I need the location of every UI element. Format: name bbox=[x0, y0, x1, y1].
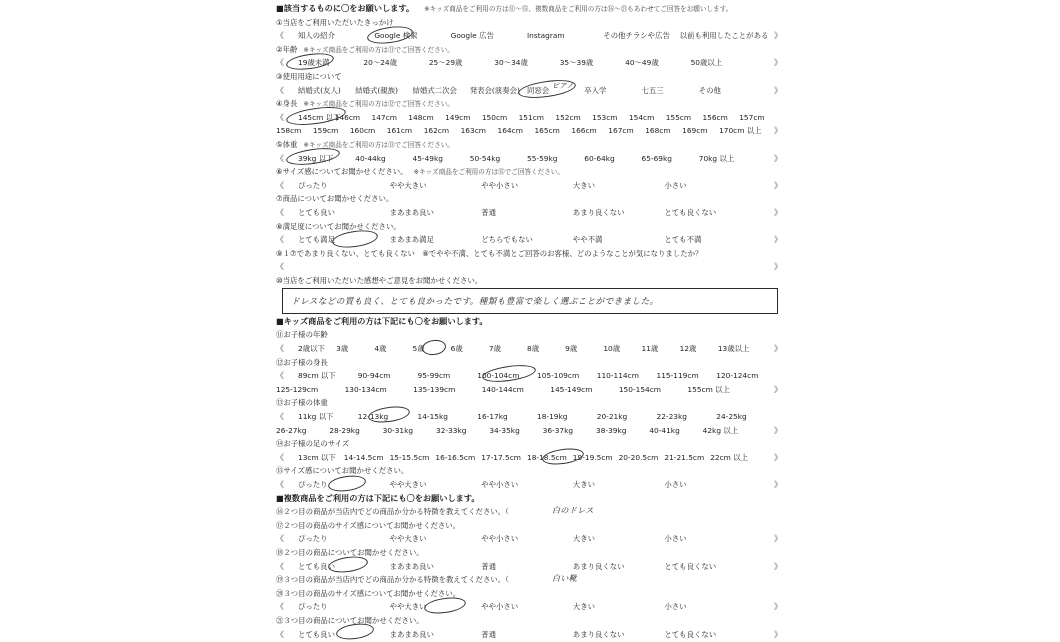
answer-option[interactable]: まあまあ満足 bbox=[389, 235, 434, 245]
answer-option[interactable]: ぴったり bbox=[298, 602, 328, 612]
answer-option[interactable]: やや不満 bbox=[572, 235, 603, 245]
answer-option[interactable]: 18-19kg bbox=[537, 412, 568, 421]
answer-option[interactable]: 160cm bbox=[349, 126, 376, 136]
question-text: ⑧満足度についてお聞かせください。 bbox=[276, 221, 401, 231]
answer-option[interactable]: 結婚式(友人) bbox=[298, 85, 341, 95]
question-text: ③使用用途について bbox=[276, 72, 342, 81]
answer-option[interactable]: 14-15kg bbox=[417, 412, 448, 421]
question-text: ⑩当店をご利用いただいた感想やご意見をお聞かせください。 bbox=[276, 276, 483, 285]
bracket-close: 》 bbox=[774, 425, 782, 435]
answer-option[interactable]: 153cm bbox=[592, 112, 618, 122]
bracket-close: 》 bbox=[774, 58, 782, 68]
question-text: ⑪お子様の年齢 bbox=[276, 330, 328, 340]
answer-option[interactable]: とても良くない bbox=[664, 208, 717, 217]
bracket-close: 》 bbox=[774, 126, 782, 136]
question bbox=[276, 165, 796, 178]
answer-option[interactable]: 大きい bbox=[572, 534, 595, 544]
answer-option[interactable]: 30-31kg bbox=[382, 425, 414, 435]
answer-option[interactable]: 35～39歳 bbox=[559, 58, 594, 68]
option-row bbox=[276, 383, 796, 396]
answer-option[interactable]: 70kg 以上 bbox=[698, 153, 735, 163]
option-row bbox=[276, 600, 796, 613]
question bbox=[276, 437, 796, 450]
answer-option[interactable]: 146cm bbox=[334, 112, 361, 122]
answer-option[interactable]: 105-109cm bbox=[537, 371, 580, 381]
answer-option[interactable]: 60-64kg bbox=[584, 153, 615, 163]
option-row bbox=[276, 369, 796, 382]
answer-option[interactable]: 140-144cm bbox=[481, 384, 524, 394]
bracket-open: 《 bbox=[276, 153, 284, 163]
section-heading bbox=[276, 2, 796, 15]
question-text: ⑮サイズ感についてお聞かせください。 bbox=[276, 466, 409, 476]
question-text: ⑦商品についてお聞かせください。 bbox=[276, 194, 394, 204]
answer-option[interactable]: 小さい bbox=[664, 602, 687, 612]
bracket-close: 》 bbox=[774, 208, 782, 217]
answer-option[interactable]: 45-49kg bbox=[412, 153, 443, 163]
answer-option[interactable]: 11kg 以下 bbox=[298, 412, 334, 421]
item2-handwriting: 白のドレス bbox=[552, 506, 594, 515]
question-note: ※キッズ商品をご利用の方は⑬でご回答ください。 bbox=[303, 141, 454, 149]
answer-option[interactable]: 166cm bbox=[571, 126, 597, 136]
answer-option[interactable]: 65-69kg bbox=[641, 153, 672, 163]
bracket-open: 《 bbox=[276, 371, 284, 381]
option-row bbox=[276, 342, 796, 355]
answer-option[interactable]: 38-39kg bbox=[596, 425, 627, 435]
answer-option[interactable]: 90-94cm bbox=[357, 371, 391, 381]
option-row bbox=[276, 532, 796, 545]
option-row bbox=[276, 124, 796, 137]
bracket-open: 《 bbox=[276, 262, 284, 272]
option-row bbox=[276, 179, 796, 192]
bracket-close: 》 bbox=[774, 452, 782, 462]
section-heading-text: ■複数商品をご利用の方は下記にも〇をお願いします。 bbox=[276, 492, 480, 503]
question bbox=[276, 587, 796, 600]
answer-option[interactable]: 161cm bbox=[386, 126, 413, 136]
answer-option[interactable]: 34-35kg bbox=[489, 425, 520, 435]
answer-option[interactable]: 165cm bbox=[534, 126, 560, 136]
bracket-open: 《 bbox=[276, 180, 284, 190]
answer-option[interactable]: 100-104cm bbox=[477, 371, 520, 381]
answer-option[interactable]: 11歳 bbox=[641, 344, 659, 353]
question bbox=[276, 16, 796, 29]
option-row bbox=[276, 206, 796, 219]
answer-option[interactable]: とても不満 bbox=[664, 235, 702, 245]
bracket-open: 《 bbox=[276, 344, 284, 353]
answer-option[interactable]: 大きい bbox=[572, 480, 595, 489]
answer-option[interactable]: 卒入学 bbox=[584, 85, 607, 95]
question-note: ※キッズ商品をご利用の方は⑪～⑮、複数商品をご利用の方は⑯～㉑もあわせてご回答をお願いします。 bbox=[424, 5, 733, 13]
answer-option[interactable]: 8歳 bbox=[527, 344, 540, 353]
answer-option[interactable]: 163cm bbox=[460, 126, 486, 136]
bracket-close: 》 bbox=[774, 153, 782, 163]
option-row bbox=[276, 424, 796, 437]
bracket-close: 》 bbox=[774, 534, 782, 544]
answer-option[interactable]: 170cm 以上 bbox=[719, 126, 762, 136]
section-heading bbox=[276, 492, 796, 505]
answer-option[interactable]: 154cm bbox=[628, 112, 655, 122]
answer-option[interactable]: その他チラシや広告 bbox=[603, 31, 670, 41]
option-row bbox=[276, 451, 796, 464]
answer-option[interactable]: 七五三 bbox=[641, 85, 664, 95]
answer-option[interactable]: 156cm bbox=[702, 112, 728, 122]
option-row bbox=[276, 152, 796, 165]
answer-option[interactable]: 125-129cm bbox=[276, 384, 319, 394]
answer-option[interactable]: 155cm bbox=[665, 112, 692, 122]
answer-option[interactable]: 6歳 bbox=[450, 344, 463, 353]
answer-option[interactable]: 22cm 以上 bbox=[710, 452, 748, 462]
answer-option[interactable]: 14-14.5cm bbox=[343, 452, 384, 462]
answer-option[interactable]: 115-119cm bbox=[656, 371, 699, 381]
spacer bbox=[276, 301, 796, 314]
answer-option[interactable]: とても良い bbox=[298, 629, 335, 639]
answer-option[interactable]: 大きい bbox=[572, 180, 595, 190]
answer-option[interactable]: 17-17.5cm bbox=[481, 452, 521, 462]
answer-option[interactable]: とても良い bbox=[298, 208, 335, 217]
answer-option[interactable]: 10歳 bbox=[603, 344, 621, 353]
answer-option[interactable]: 149cm bbox=[445, 112, 471, 122]
bracket-close: 》 bbox=[774, 629, 782, 639]
bracket-close: 》 bbox=[774, 480, 782, 489]
question-note: ※キッズ商品をご利用の方は⑫でご回答ください。 bbox=[303, 100, 454, 109]
bracket-close: 》 bbox=[774, 344, 782, 353]
answer-option[interactable]: やや大きい bbox=[389, 180, 427, 190]
section-heading bbox=[276, 315, 796, 328]
bracket-open: 《 bbox=[276, 31, 284, 41]
answer-option[interactable]: 2歳以下 bbox=[298, 344, 325, 353]
answer-option[interactable]: 以前も利用したことがある bbox=[679, 31, 769, 41]
answer-option[interactable]: 普通 bbox=[481, 208, 496, 217]
answer-option[interactable]: 普通 bbox=[481, 629, 496, 639]
question bbox=[276, 328, 796, 341]
question bbox=[276, 519, 796, 532]
question-text: ⑭お子様の足のサイズ bbox=[276, 439, 350, 449]
answer-option[interactable]: 36-37kg bbox=[542, 425, 574, 435]
answer-option[interactable]: とても良くない bbox=[664, 561, 717, 571]
bracket-open: 《 bbox=[276, 85, 284, 95]
answer-option[interactable]: まあまあ良い bbox=[389, 561, 434, 571]
answer-option[interactable]: 20～24歳 bbox=[363, 58, 398, 68]
spacer bbox=[276, 288, 796, 301]
question bbox=[276, 396, 796, 409]
answer-option[interactable]: 40～49歳 bbox=[625, 58, 659, 68]
question bbox=[276, 573, 796, 586]
answer-option[interactable]: 18-18.5cm bbox=[527, 452, 567, 462]
answer-option[interactable]: 28-29kg bbox=[329, 425, 360, 435]
answer-option[interactable]: 13cm 以下 bbox=[298, 452, 336, 462]
answer-option[interactable]: 12歳 bbox=[679, 344, 697, 353]
question-text: ⑱２つ目の商品についてお聞かせください。 bbox=[276, 548, 424, 557]
answer-option[interactable]: 158cm bbox=[276, 126, 302, 136]
answer-option[interactable]: 39kg 以下 bbox=[298, 153, 334, 163]
answer-option[interactable]: 55-59kg bbox=[527, 153, 558, 163]
annotation-handwriting: ピアノ bbox=[552, 82, 574, 90]
answer-option[interactable]: やや大きい bbox=[389, 602, 427, 612]
bracket-open: 《 bbox=[276, 452, 284, 462]
answer-option[interactable]: 89cm 以下 bbox=[298, 371, 336, 381]
answer-option[interactable]: 151cm bbox=[518, 112, 544, 122]
bracket-open: 《 bbox=[276, 629, 284, 639]
question bbox=[276, 274, 796, 287]
option-row bbox=[276, 111, 796, 124]
answer-option[interactable]: 24-25kg bbox=[716, 412, 747, 421]
answer-option[interactable]: 9歳 bbox=[565, 344, 578, 353]
answer-option[interactable]: とても満足 bbox=[298, 235, 335, 245]
bracket-close: 》 bbox=[774, 31, 782, 41]
question-text: ⑥サイズ感についてお聞かせください。 bbox=[276, 167, 408, 177]
answer-option[interactable]: 42kg 以上 bbox=[702, 425, 739, 435]
question-text: ②年齢 bbox=[276, 44, 298, 54]
question-note: ※キッズ商品をご利用の方は⑮でご回答ください。 bbox=[413, 168, 564, 177]
answer-option[interactable]: 157cm bbox=[739, 112, 765, 122]
answer-option[interactable]: まあまあ良い bbox=[389, 208, 434, 217]
answer-option[interactable]: やや小さい bbox=[481, 480, 519, 489]
answer-option[interactable]: 20-21kg bbox=[596, 412, 628, 421]
answer-option[interactable]: 152cm bbox=[555, 112, 581, 122]
answer-option[interactable]: 50-54kg bbox=[469, 153, 501, 163]
answer-option[interactable]: 147cm bbox=[371, 112, 397, 122]
bracket-close: 》 bbox=[774, 235, 782, 245]
bracket-open: 《 bbox=[276, 480, 284, 489]
bracket-close: 》 bbox=[774, 85, 782, 95]
question-text: ㉑３つ目の商品についてお聞かせください。 bbox=[276, 616, 424, 625]
answer-option[interactable]: 16-16.5cm bbox=[435, 452, 476, 462]
bracket-open: 《 bbox=[276, 208, 284, 217]
answer-option[interactable]: やや大きい bbox=[389, 480, 427, 489]
answer-option[interactable]: 164cm bbox=[497, 126, 523, 136]
answer-option[interactable]: 結婚式(親族) bbox=[355, 85, 398, 95]
option-row bbox=[276, 410, 796, 423]
answer-option[interactable]: ぴったり bbox=[298, 534, 328, 544]
answer-option[interactable]: その他 bbox=[698, 85, 721, 95]
answer-option[interactable]: 5歳 bbox=[412, 344, 425, 353]
answer-option[interactable]: 168cm bbox=[645, 126, 671, 136]
question bbox=[276, 247, 796, 260]
answer-option[interactable]: Google 広告 bbox=[450, 31, 494, 41]
answer-option[interactable]: まあまあ良い bbox=[389, 629, 434, 639]
question-text: ⑳３つ目の商品のサイズ感についてお聞かせください。 bbox=[276, 588, 461, 598]
section-heading-text: ■キッズ商品をご利用の方は下記にも〇をお願いします。 bbox=[276, 315, 488, 326]
section-heading-text: ■該当するものに〇をお願いします。 bbox=[276, 3, 415, 13]
question bbox=[276, 356, 796, 369]
bracket-open: 《 bbox=[276, 412, 284, 421]
answer-option[interactable]: 12-13kg bbox=[357, 412, 389, 421]
question-text: ⑬お子様の体重 bbox=[276, 398, 328, 408]
answer-option[interactable]: 20-20.5cm bbox=[618, 452, 659, 462]
answer-option[interactable]: やや小さい bbox=[481, 534, 519, 544]
answer-option[interactable]: 40-41kg bbox=[649, 425, 680, 435]
bracket-close: 》 bbox=[774, 262, 782, 272]
question-text: ⑲３つ目の商品が当店内でどの商品か分かる特徴を教えてください。（ bbox=[276, 575, 509, 585]
answer-option[interactable]: 3歳 bbox=[336, 344, 349, 353]
answer-option[interactable]: 110-114cm bbox=[596, 371, 639, 381]
answer-option[interactable]: 7歳 bbox=[488, 344, 501, 353]
answer-option[interactable]: 小さい bbox=[664, 480, 687, 489]
bracket-open: 《 bbox=[276, 58, 284, 68]
question-text: ⑨１⑦であまり良くない、とても良くない ⑧でやや不満、とても不満とご回答のお客様、どのようなことが気になりましたか？ bbox=[276, 248, 703, 258]
answer-option[interactable]: 19-19.5cm bbox=[572, 452, 613, 462]
survey-sheet bbox=[276, 2, 796, 638]
answer-option[interactable]: ぴったり bbox=[298, 180, 328, 190]
answer-option[interactable]: 120-124cm bbox=[716, 371, 759, 381]
answer-option[interactable]: 21-21.5cm bbox=[664, 452, 705, 462]
answer-option[interactable]: とても良くない bbox=[664, 629, 717, 639]
answer-option[interactable]: 145-149cm bbox=[550, 384, 593, 394]
question-text: ⑫お子様の身長 bbox=[276, 357, 328, 367]
answer-option[interactable]: あまり良くない bbox=[572, 561, 625, 571]
answer-option[interactable]: 大きい bbox=[572, 602, 595, 612]
answer-option[interactable]: 155cm 以上 bbox=[687, 384, 730, 394]
answer-option[interactable]: あまり良くない bbox=[572, 208, 625, 217]
answer-option[interactable]: 16-17kg bbox=[477, 412, 508, 421]
answer-option[interactable]: 162cm bbox=[423, 126, 450, 136]
question-note: ※キッズ商品をご利用の方は⑪でご回答ください。 bbox=[303, 45, 454, 54]
answer-option[interactable]: 22-23kg bbox=[656, 412, 687, 421]
answer-option[interactable]: やや小さい bbox=[481, 180, 519, 190]
answer-option[interactable]: 148cm bbox=[408, 112, 434, 122]
question bbox=[276, 70, 796, 83]
feedback-handwriting: ドレスなどの質も良く、とても良かったです。種類も豊富で楽しく選ぶことができました。 bbox=[291, 297, 659, 307]
answer-option[interactable]: あまり良くない bbox=[572, 629, 625, 639]
answer-option[interactable]: Instagram bbox=[527, 31, 565, 41]
answer-option[interactable]: 159cm bbox=[312, 126, 339, 136]
bracket-close: 》 bbox=[774, 180, 782, 190]
item3-handwriting: 白い靴 bbox=[552, 574, 578, 583]
answer-option[interactable]: 130-134cm bbox=[344, 384, 387, 394]
answer-option[interactable]: 169cm bbox=[682, 126, 708, 136]
answer-option[interactable]: 同窓会 bbox=[527, 85, 550, 95]
answer-option[interactable]: 発表会(演奏会) bbox=[469, 85, 520, 95]
option-row bbox=[276, 56, 796, 69]
bracket-open: 《 bbox=[276, 235, 284, 245]
option-row bbox=[276, 260, 796, 273]
answer-option[interactable]: 95-99cm bbox=[417, 371, 451, 381]
bracket-open: 《 bbox=[276, 602, 284, 612]
question-text: ⑤体重 bbox=[276, 140, 298, 149]
question bbox=[276, 138, 796, 151]
question bbox=[276, 97, 796, 110]
bracket-close: 》 bbox=[774, 602, 782, 612]
bracket-close: 》 bbox=[774, 384, 782, 394]
answer-option[interactable]: どちらでもない bbox=[481, 235, 533, 245]
answer-option[interactable]: 15-15.5cm bbox=[389, 452, 430, 462]
answer-option[interactable]: 150cm bbox=[481, 112, 508, 122]
question-text: ④身長 bbox=[276, 99, 298, 109]
bracket-close: 》 bbox=[774, 561, 782, 571]
bracket-open: 《 bbox=[276, 112, 284, 122]
answer-option[interactable]: 普通 bbox=[481, 561, 496, 571]
answer-option[interactable]: 19歳未満 bbox=[298, 58, 330, 68]
answer-option[interactable]: 145cm 以下 bbox=[298, 112, 341, 122]
question bbox=[276, 192, 796, 205]
answer-option[interactable]: 167cm bbox=[608, 126, 634, 136]
option-row bbox=[276, 29, 796, 42]
answer-option[interactable]: 13歳以上 bbox=[717, 344, 750, 353]
answer-option[interactable]: 26-27kg bbox=[276, 425, 307, 435]
answer-option[interactable]: 150-154cm bbox=[618, 384, 661, 394]
answer-option[interactable]: 32-33kg bbox=[436, 425, 467, 435]
answer-option[interactable]: 135-139cm bbox=[413, 384, 456, 394]
answer-option[interactable]: 4歳 bbox=[374, 344, 387, 353]
answer-option[interactable]: やや大きい bbox=[389, 534, 427, 544]
answer-option[interactable]: 25～29歳 bbox=[428, 58, 463, 68]
question bbox=[276, 505, 796, 518]
answer-option[interactable]: やや小さい bbox=[481, 602, 519, 612]
answer-option[interactable]: ぴったり bbox=[298, 480, 328, 489]
bracket-open: 《 bbox=[276, 561, 284, 571]
question-text: ①当店をご利用いただいたきっかけ bbox=[276, 17, 394, 27]
answer-option[interactable]: 結婚式二次会 bbox=[412, 85, 457, 95]
question-text: ⑰２つ目の商品のサイズ感についてお聞かせください。 bbox=[276, 520, 461, 530]
answer-option[interactable]: 小さい bbox=[664, 534, 687, 544]
answer-option[interactable]: 50歳以上 bbox=[690, 58, 723, 68]
bracket-open: 《 bbox=[276, 534, 284, 544]
answer-option[interactable]: 知人の紹介 bbox=[298, 31, 335, 41]
answer-option[interactable]: Google 検索 bbox=[374, 31, 418, 41]
question-text: ⑯２つ目の商品が当店内でどの商品か分かる特徴を教えてください。（ bbox=[276, 507, 509, 517]
question bbox=[276, 43, 796, 56]
answer-option[interactable]: とても良い bbox=[298, 561, 335, 571]
answer-option[interactable]: 30～34歳 bbox=[494, 58, 528, 68]
answer-option[interactable]: 40-44kg bbox=[355, 153, 386, 163]
answer-option[interactable]: 小さい bbox=[664, 180, 687, 190]
